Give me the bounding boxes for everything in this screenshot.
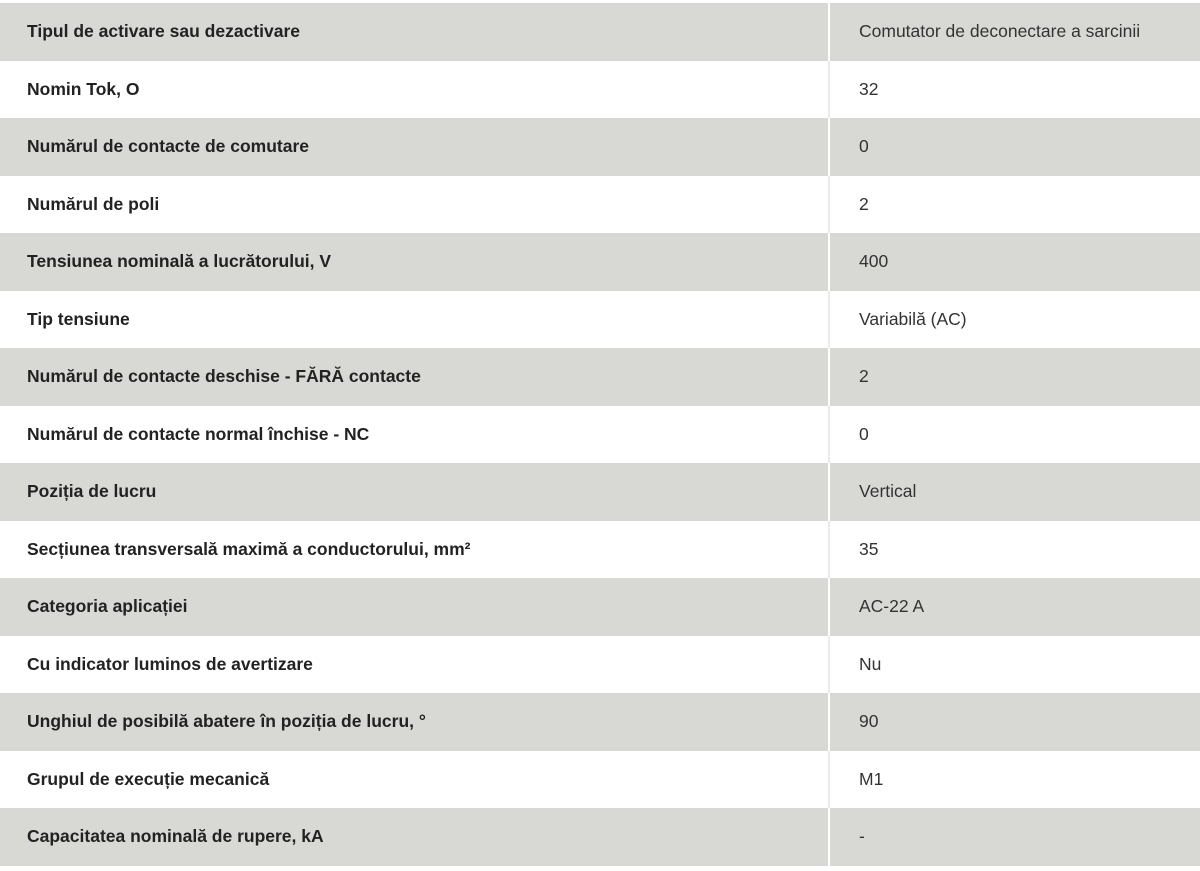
spec-row	[0, 348, 1200, 406]
spec-label: Numărul de contacte deschise - FĂRĂ contacte	[0, 348, 829, 406]
spec-value: 2	[829, 176, 1200, 234]
spec-value: 400	[829, 233, 1200, 291]
spec-value: 32	[829, 61, 1200, 119]
spec-value: -	[829, 808, 1200, 866]
spec-value: 0	[829, 406, 1200, 464]
spec-row	[0, 233, 1200, 291]
spec-value: 90	[829, 693, 1200, 751]
spec-value: Variabilă (AC)	[829, 291, 1200, 349]
spec-value: 35	[829, 521, 1200, 579]
spec-label: Tensiunea nominală a lucrătorului, V	[0, 233, 829, 291]
spec-row	[0, 808, 1200, 866]
spec-row	[0, 61, 1200, 119]
spec-label: Nomin Tok, O	[0, 61, 829, 119]
spec-value: M1	[829, 751, 1200, 809]
spec-row	[0, 406, 1200, 464]
spec-value: 2	[829, 348, 1200, 406]
spec-value: 0	[829, 118, 1200, 176]
spec-label: Grupul de execuție mecanică	[0, 751, 829, 809]
specifications-table-body	[0, 3, 1200, 866]
spec-row	[0, 578, 1200, 636]
spec-label: Numărul de contacte normal închise - NC	[0, 406, 829, 464]
spec-label: Tipul de activare sau dezactivare	[0, 3, 829, 61]
spec-row	[0, 3, 1200, 61]
spec-value: AC-22 A	[829, 578, 1200, 636]
spec-value: Comutator de deconectare a sarcinii	[829, 3, 1200, 61]
spec-row	[0, 636, 1200, 694]
spec-label: Unghiul de posibilă abatere în poziția de lucru, °	[0, 693, 829, 751]
spec-row	[0, 693, 1200, 751]
spec-row	[0, 751, 1200, 809]
specifications-table	[0, 3, 1200, 866]
spec-row	[0, 176, 1200, 234]
spec-label: Tip tensiune	[0, 291, 829, 349]
spec-label: Numărul de contacte de comutare	[0, 118, 829, 176]
spec-label: Poziția de lucru	[0, 463, 829, 521]
spec-label: Categoria aplicației	[0, 578, 829, 636]
spec-value: Nu	[829, 636, 1200, 694]
spec-row	[0, 521, 1200, 579]
spec-row	[0, 463, 1200, 521]
spec-row	[0, 118, 1200, 176]
spec-label: Numărul de poli	[0, 176, 829, 234]
spec-label: Capacitatea nominală de rupere, kA	[0, 808, 829, 866]
spec-label: Cu indicator luminos de avertizare	[0, 636, 829, 694]
spec-label: Secțiunea transversală maximă a conductorului, mm²	[0, 521, 829, 579]
spec-row	[0, 291, 1200, 349]
spec-value: Vertical	[829, 463, 1200, 521]
